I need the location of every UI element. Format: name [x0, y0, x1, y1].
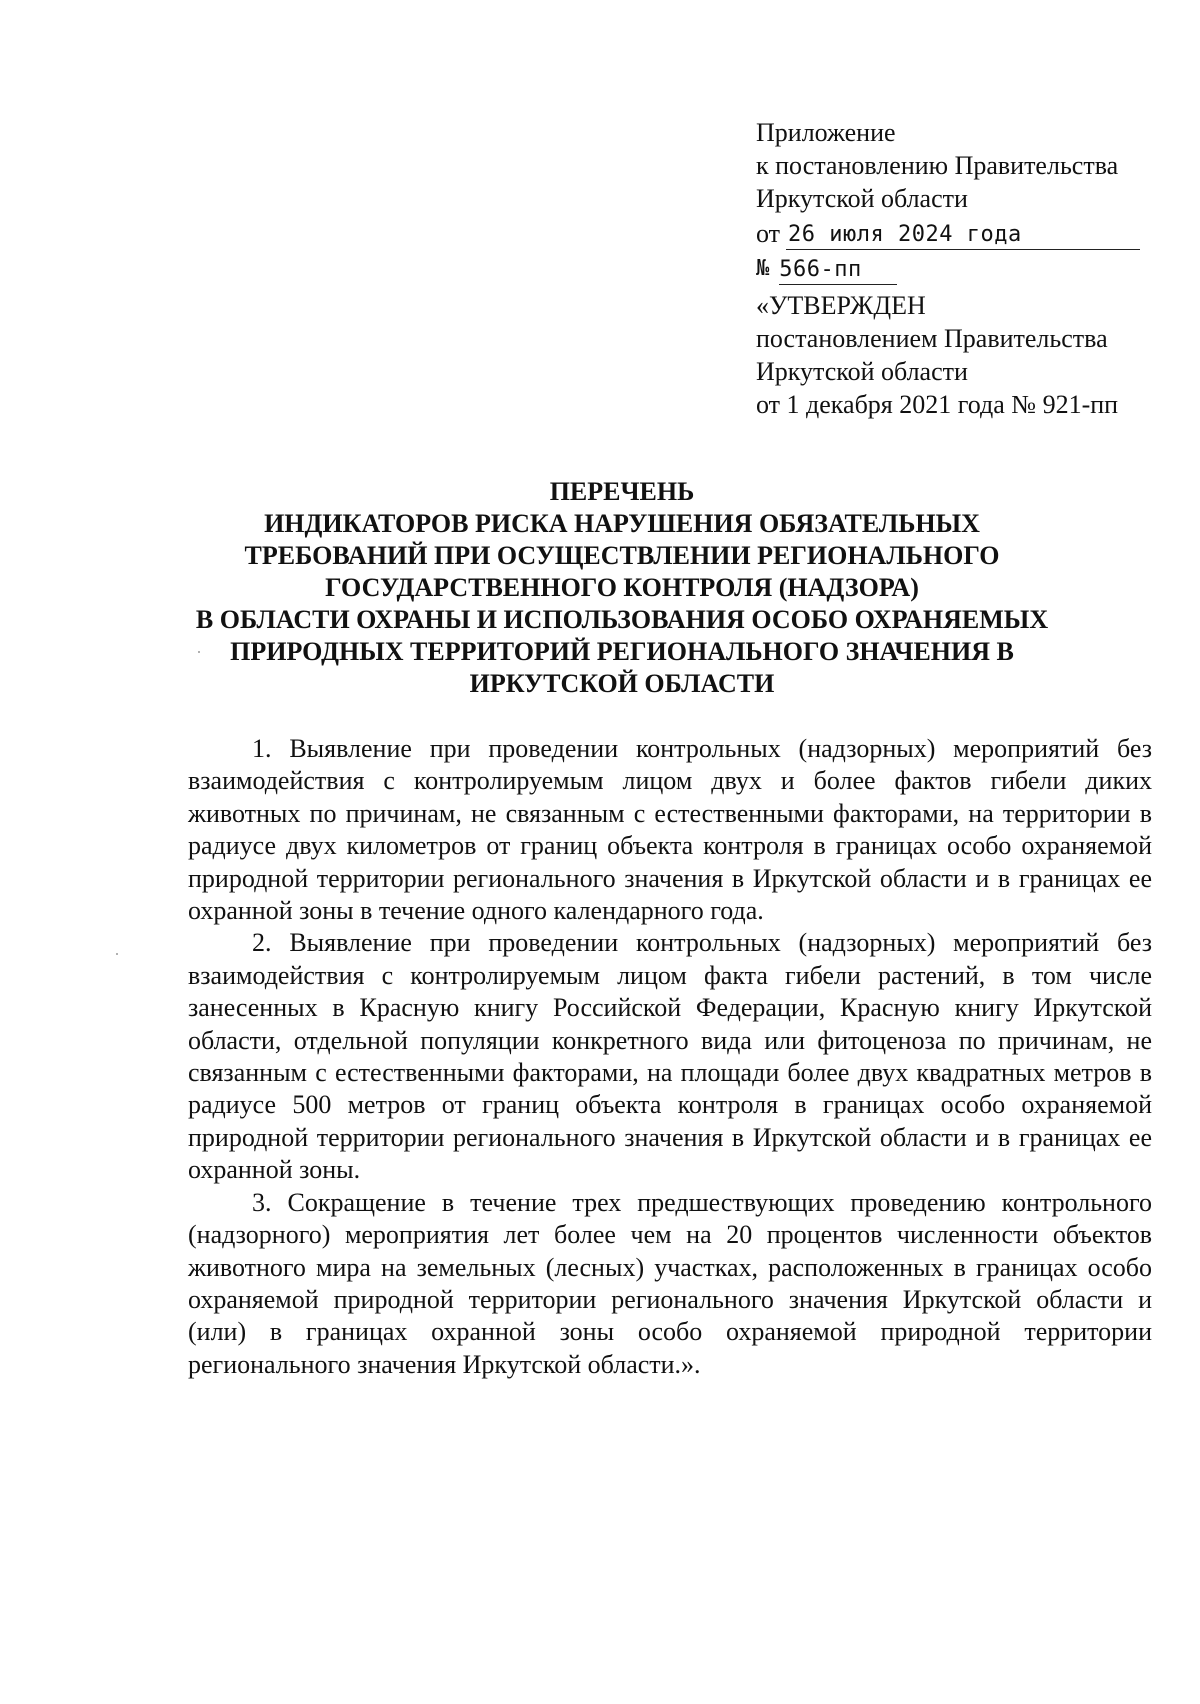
- date-prefix: от: [756, 219, 781, 248]
- title-line-7: ИРКУТСКОЙ ОБЛАСТИ: [469, 669, 775, 698]
- appendix-resolution-line: к постановлению Правительства: [756, 151, 1119, 180]
- title-line-2: ИНДИКАТОРОВ РИСКА НАРУШЕНИЯ ОБЯЗАТЕЛЬНЫХ: [264, 509, 980, 538]
- appendix-region-line: Иркутской области: [756, 184, 968, 213]
- document-title: [180, 476, 1064, 700]
- document-body: [188, 733, 1152, 1381]
- approved-region-line: Иркутской области: [756, 357, 968, 386]
- list-item-2: 2. Выявление при проведении контрольных (надзорных) мероприятий без взаимодействия с контролируемым лицом факта гибели растений, в том числе занесенных в Красную книгу Российской Федерации, Красную книгу Иркутской области, отдельной популяции конкретного вида или фитоценоза по причинам, не связанным с естественными факторами, на площади более двух квадратных метров в радиусе 500 метров от границ объекта контроля в границах особо охраняемой природной территории регионального значения в Иркутской области и в границах ее охранной зоны.: [188, 928, 1152, 1185]
- scan-speck: [116, 953, 118, 955]
- title-line-1: ПЕРЕЧЕНЬ: [549, 477, 695, 506]
- appendix-number-row: [756, 252, 1156, 285]
- approved-resolution-line: постановлением Правительства: [756, 324, 1108, 353]
- number-prefix: №: [756, 256, 770, 281]
- title-line-3: ТРЕБОВАНИЙ ПРИ ОСУЩЕСТВЛЕНИИ РЕГИОНАЛЬНОГО: [244, 541, 1000, 570]
- number-value: 566-пп: [779, 256, 897, 285]
- title-line-5: В ОБЛАСТИ ОХРАНЫ И ИСПОЛЬЗОВАНИЯ ОСОБО ОХРАНЯЕМЫХ: [195, 605, 1049, 634]
- list-item-1: 1. Выявление при проведении контрольных (надзорных) мероприятий без взаимодействия с контролируемым лицом двух и более фактов гибели диких животных по причинам, не связанным с естественными факторами, на территории в радиусе двух километров от границ объекта контроля в границах особо охраняемой природной территории регионального значения в Иркутской области и в границах ее охранной зоны в течение одного календарного года.: [188, 734, 1152, 926]
- list-item-3: 3. Сокращение в течение трех предшествующих проведению контрольного (надзорного) мероприятия лет более чем на 20 процентов численности объектов животного мира на земельных (лесных) участках, расположенных в границах особо охраняемой природной территории регионального значения Иркутской области и (или) в границах охранной зоны особо охраняемой природной территории регионального значения Иркутской области.».: [188, 1187, 1152, 1379]
- appendix-label: Приложение: [756, 118, 896, 147]
- appendix-date-row: [756, 217, 1156, 250]
- scan-speck: [198, 651, 200, 653]
- appendix-header: [756, 116, 1156, 421]
- approved-block: [756, 289, 1156, 421]
- title-line-4: ГОСУДАРСТВЕННОГО КОНТРОЛЯ (НАДЗОРА): [325, 573, 919, 602]
- title-line-6: ПРИРОДНЫХ ТЕРРИТОРИЙ РЕГИОНАЛЬНОГО ЗНАЧЕНИЯ В: [230, 637, 1014, 666]
- approved-label: «УТВЕРЖДЕН: [756, 291, 926, 320]
- date-value: 26 июля 2024 года: [786, 221, 1140, 250]
- approved-date-line: от 1 декабря 2021 года № 921-пп: [756, 390, 1119, 419]
